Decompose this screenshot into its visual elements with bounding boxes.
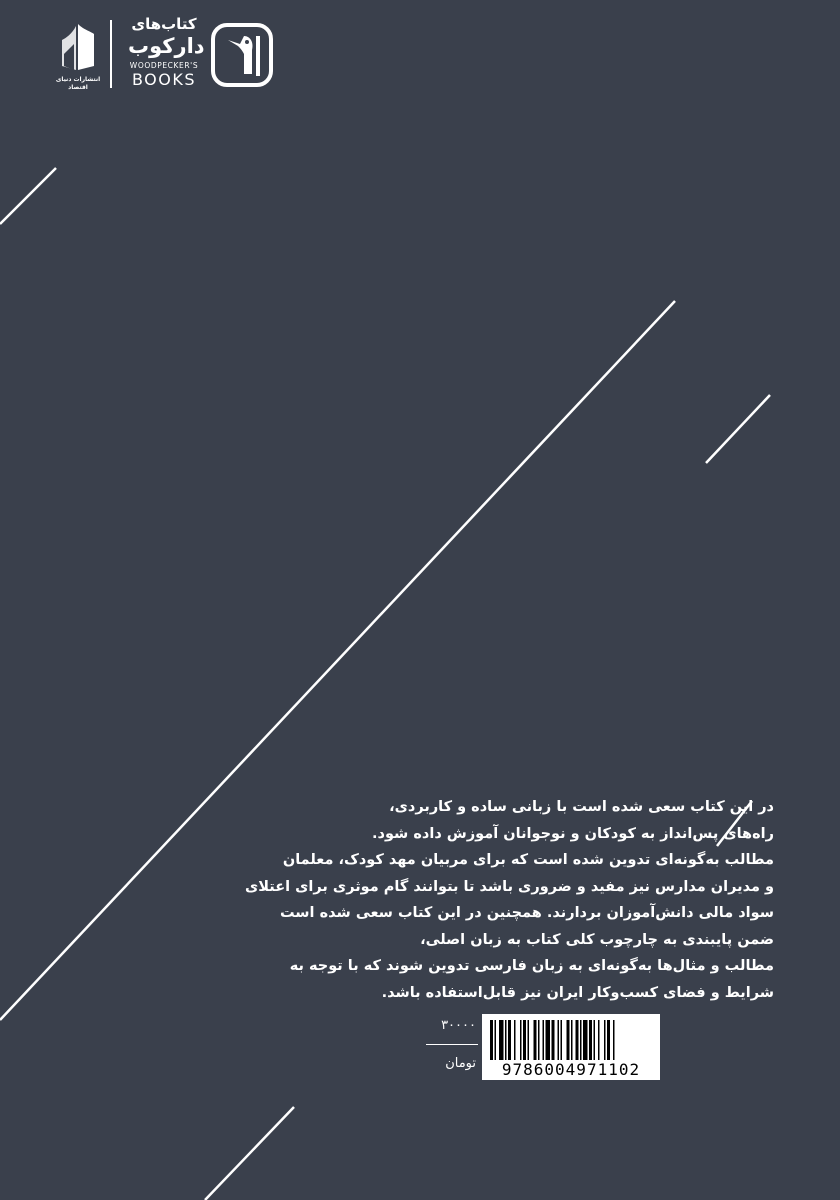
barcode-bar — [534, 1020, 537, 1060]
barcode-bar — [598, 1020, 600, 1060]
blurb-line: در این کتاب سعی شده است با زبانی ساده و کاربردی، — [389, 799, 774, 815]
barcode-bar — [508, 1020, 511, 1060]
barcode-bar — [495, 1020, 497, 1060]
blurb-line: سواد مالی دانش‌آموزان بردارند. همچنین در این کتاب سعی شده است — [279, 905, 774, 921]
brand-en-line2: BOOKS — [131, 70, 197, 89]
barcode-bars — [490, 1020, 652, 1060]
barcode-bar — [567, 1020, 570, 1060]
publisher-name: انتشارات دنیای اقتصاد — [55, 76, 101, 91]
publisher-logo — [54, 20, 102, 98]
blurb-line: شرایط و فضای کسب‌وکار ایران نیز قابل‌استفاده باشد. — [381, 984, 774, 1001]
blurb-line: ضمن پایبندی به چارچوب کلی کتاب به زبان اصلی، — [420, 931, 774, 948]
barcode-bar — [583, 1020, 588, 1060]
brand-en-line1: WOODPECKER'S — [129, 61, 199, 70]
price-value: ۳۰۰۰۰ — [441, 1018, 476, 1033]
price-tag — [422, 1014, 480, 1080]
blurb-line: و مدیران مدارس نیز مفید و ضروری باشد تا بتوانند گام موثری برای اعتلای — [245, 878, 774, 895]
back-cover-blurb — [245, 794, 774, 1006]
barcode-bar — [546, 1020, 551, 1060]
barcode-bar — [604, 1020, 606, 1060]
barcode-bar — [499, 1020, 504, 1060]
barcode-bar — [552, 1020, 555, 1060]
barcode-bar — [523, 1020, 526, 1060]
barcode-bar — [607, 1020, 610, 1060]
blurb-line: مطالب و مثال‌ها به‌گونه‌ای به زبان فارسی تدوین شوند که با توجه به — [289, 958, 774, 974]
book-pages-icon — [60, 20, 96, 72]
barcode-bar — [613, 1020, 615, 1060]
price-currency: تومان — [445, 1056, 476, 1071]
barcode-bar — [505, 1020, 507, 1060]
woodpecker-brand — [128, 14, 205, 89]
brand-fa-line2: دارکوب — [128, 34, 205, 58]
logo-divider — [110, 20, 112, 88]
barcode-bar — [571, 1020, 573, 1060]
barcode-bar — [561, 1020, 563, 1060]
blurb-line: راه‌های پس‌انداز به کودکان و نوجوانان آموزش داده شود. — [372, 825, 774, 842]
woodpecker-icon — [210, 22, 274, 88]
barcode-bar — [594, 1020, 596, 1060]
barcode-bar — [589, 1020, 592, 1060]
price-divider — [426, 1044, 478, 1045]
barcode-bar — [576, 1020, 579, 1060]
barcode-bar — [543, 1020, 545, 1060]
barcode-bar — [520, 1020, 522, 1060]
barcode-bar — [490, 1020, 493, 1060]
barcode-bar — [514, 1020, 516, 1060]
isbn-number: 9786004971102 — [501, 1060, 641, 1079]
brand-fa-line1: کتاب‌های — [131, 15, 197, 33]
barcode-bar — [538, 1020, 540, 1060]
barcode-bar — [528, 1020, 530, 1060]
barcode-bar — [558, 1020, 560, 1060]
barcode-bar — [580, 1020, 582, 1060]
blurb-line: مطالب به‌گونه‌ای تدوین شده است که برای مربیان مهد کودک، معلمان — [282, 852, 774, 868]
isbn-barcode — [482, 1014, 660, 1080]
